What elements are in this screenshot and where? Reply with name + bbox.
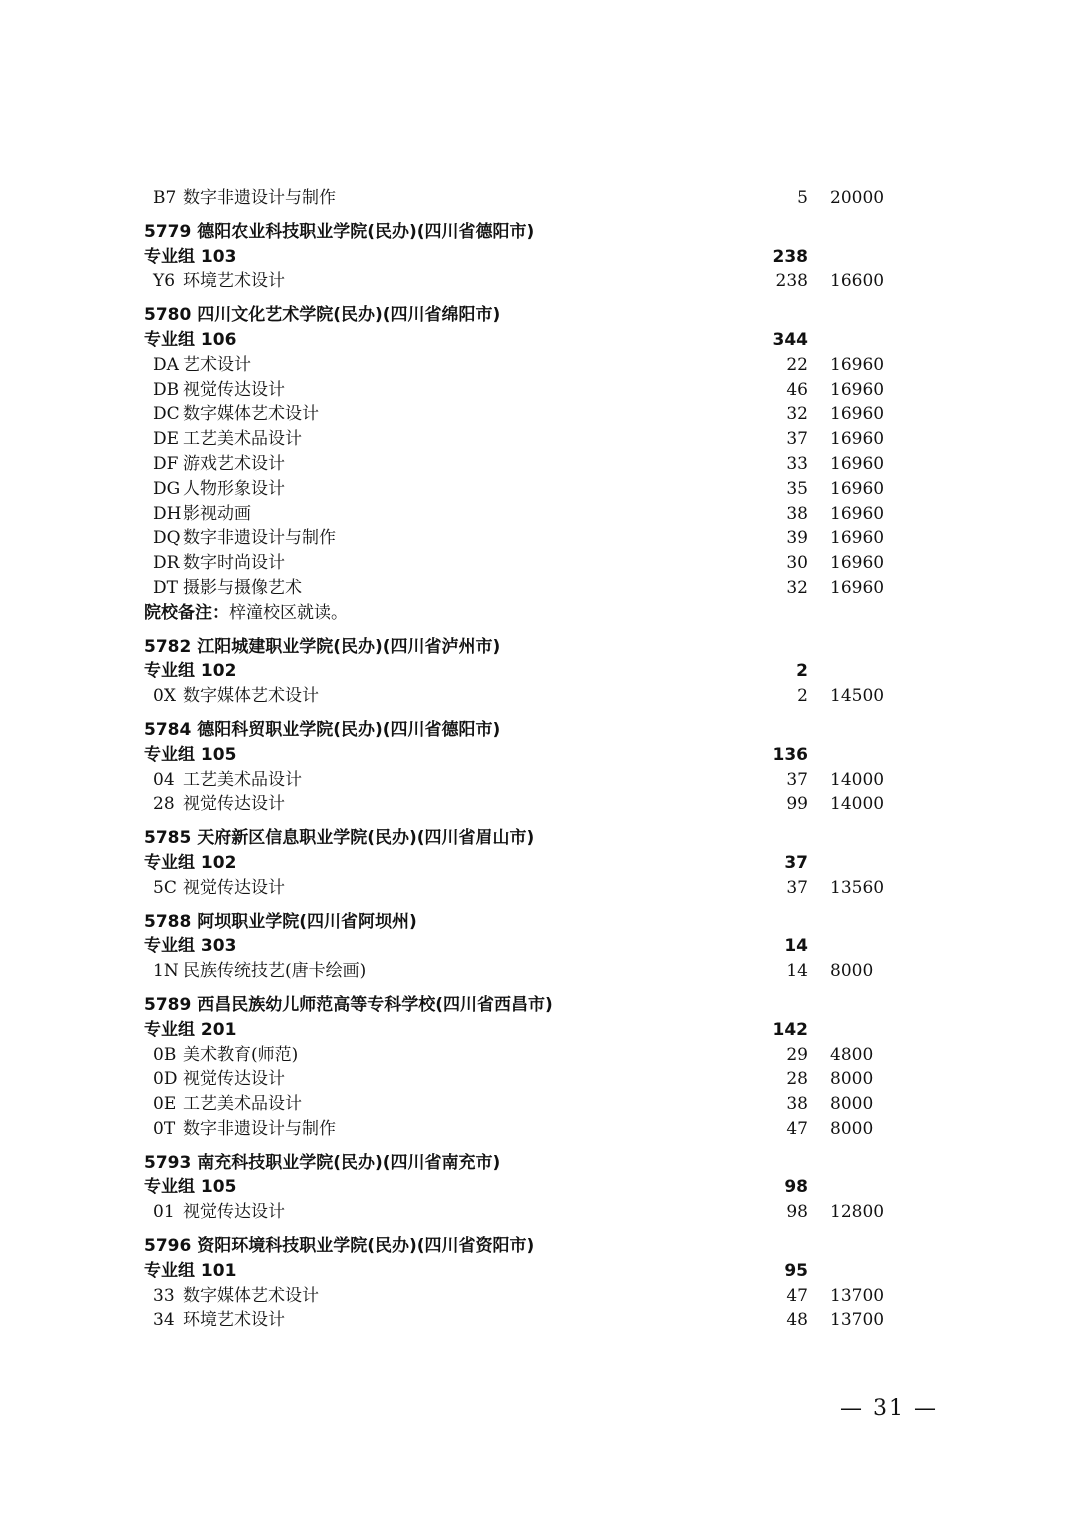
school-name: 5793 南充科技职业学院(民办)(四川省南充市)	[144, 1152, 501, 1173]
major-name: 工艺美术品设计	[183, 1094, 302, 1115]
major-name: 数字媒体艺术设计	[183, 686, 319, 707]
major-plan-count: 5	[797, 188, 808, 208]
major-code: 0X	[153, 686, 176, 707]
group-total: 14	[784, 936, 808, 957]
school-header	[0, 1234, 1080, 1259]
major-plan-count: 98	[786, 1202, 808, 1223]
major-name: 游戏艺术设计	[183, 453, 285, 474]
major-name: 数字非遗设计与制作	[183, 1118, 336, 1139]
major-tuition: 8000	[830, 1094, 874, 1115]
major-label	[153, 1043, 298, 1068]
major-tuition: 4800	[830, 1044, 874, 1065]
group-total: 37	[784, 852, 808, 873]
major-code: DE	[153, 429, 180, 450]
major-plan-count: 35	[786, 478, 808, 499]
major-tuition: 16960	[830, 478, 885, 499]
group-total: 95	[784, 1260, 808, 1281]
group-label: 专业组 102	[144, 661, 237, 682]
school-remark	[0, 601, 1080, 626]
major-tuition: 13700	[830, 1310, 885, 1331]
major-plan-count: 38	[786, 503, 808, 524]
major-row	[0, 186, 1080, 211]
major-plan-count: 39	[786, 528, 808, 549]
major-code: DT	[153, 577, 178, 598]
major-code: DC	[153, 404, 180, 425]
major-label	[153, 1308, 285, 1333]
major-name: 摄影与摄像艺术	[183, 577, 302, 598]
major-tuition: 13560	[830, 877, 885, 898]
major-code: 1N	[153, 961, 179, 982]
major-label	[153, 477, 285, 502]
major-name: 工艺美术品设计	[183, 769, 302, 790]
school-header	[0, 718, 1080, 743]
major-plan-count: 30	[786, 553, 808, 574]
major-label	[153, 876, 285, 901]
major-row	[0, 353, 1080, 378]
major-tuition: 16960	[830, 553, 885, 574]
major-name: 数字媒体艺术设计	[183, 404, 319, 425]
major-name: 影视动画	[183, 503, 251, 524]
major-name: 艺术设计	[183, 354, 251, 375]
major-plan-count: 14	[786, 961, 808, 982]
enrollment-plan-list	[0, 186, 1080, 1333]
major-plan-count: 32	[786, 404, 808, 425]
major-row	[0, 1200, 1080, 1225]
major-name: 美术教育(师范)	[183, 1044, 299, 1065]
major-tuition: 16960	[830, 453, 885, 474]
major-code: DF	[153, 453, 179, 474]
major-plan-count: 47	[786, 1285, 808, 1306]
group-row	[0, 659, 1080, 684]
major-name: 视觉传达设计	[183, 1202, 285, 1223]
major-label	[153, 186, 336, 211]
school-name: 5789 西昌民族幼儿师范高等专科学校(四川省西昌市)	[144, 994, 553, 1015]
remark-line	[144, 601, 348, 626]
major-label	[153, 768, 302, 793]
major-code: Y6	[153, 271, 176, 292]
major-tuition: 13700	[830, 1285, 885, 1306]
major-code: DH	[153, 503, 182, 524]
major-tuition: 8000	[830, 1118, 874, 1139]
major-name: 视觉传达设计	[183, 877, 285, 898]
major-code: 5C	[153, 877, 177, 898]
major-code: 0T	[153, 1118, 176, 1139]
major-code: DR	[153, 553, 180, 574]
major-label	[153, 427, 302, 452]
major-code: 0B	[153, 1044, 177, 1065]
major-label	[153, 576, 302, 601]
group-row	[0, 1175, 1080, 1200]
major-label	[153, 684, 319, 709]
school-name: 5788 阿坝职业学院(四川省阿坝州)	[144, 911, 417, 932]
major-plan-count: 48	[786, 1310, 808, 1331]
major-label	[153, 378, 285, 403]
major-row	[0, 1117, 1080, 1142]
major-name: 数字非遗设计与制作	[183, 188, 336, 208]
group-label: 专业组 101	[144, 1260, 237, 1281]
major-row	[0, 768, 1080, 793]
major-row	[0, 1043, 1080, 1068]
group-total: 136	[772, 744, 808, 765]
major-plan-count: 22	[786, 354, 808, 375]
major-row	[0, 526, 1080, 551]
group-label: 专业组 303	[144, 936, 237, 957]
major-label	[153, 551, 285, 576]
major-tuition: 16600	[830, 271, 885, 292]
major-code: DQ	[153, 528, 181, 549]
major-code: 0E	[153, 1094, 177, 1115]
major-name: 环境艺术设计	[183, 271, 285, 292]
major-code: DB	[153, 379, 180, 400]
school-header	[0, 826, 1080, 851]
major-plan-count: 29	[786, 1044, 808, 1065]
major-tuition: 16960	[830, 379, 885, 400]
major-plan-count: 2	[797, 686, 808, 707]
major-plan-count: 32	[786, 577, 808, 598]
major-name: 数字非遗设计与制作	[183, 528, 336, 549]
major-tuition: 8000	[830, 961, 874, 982]
major-label	[153, 792, 285, 817]
major-name: 视觉传达设计	[183, 379, 285, 400]
major-tuition: 12800	[830, 1202, 885, 1223]
major-label	[153, 353, 251, 378]
major-name: 环境艺术设计	[183, 1310, 285, 1331]
school-name: 5780 四川文化艺术学院(民办)(四川省绵阳市)	[144, 305, 501, 326]
major-plan-count: 99	[786, 794, 808, 815]
major-label	[153, 1067, 285, 1092]
group-label: 专业组 103	[144, 246, 237, 267]
major-row	[0, 502, 1080, 527]
major-code: 28	[153, 794, 175, 815]
major-label	[153, 502, 251, 527]
major-label	[153, 1117, 336, 1142]
major-code: B7	[153, 188, 177, 208]
major-label	[153, 959, 366, 984]
major-code: 34	[153, 1310, 175, 1331]
page-number: — 31 —	[840, 1396, 938, 1421]
major-row	[0, 551, 1080, 576]
group-row	[0, 328, 1080, 353]
group-total: 98	[784, 1177, 808, 1198]
school-header	[0, 910, 1080, 935]
major-label	[153, 526, 336, 551]
major-tuition: 16960	[830, 404, 885, 425]
major-code: 33	[153, 1285, 175, 1306]
group-total: 142	[772, 1019, 808, 1040]
major-plan-count: 37	[786, 877, 808, 898]
group-label: 专业组 105	[144, 1177, 237, 1198]
major-row	[0, 876, 1080, 901]
school-name: 5784 德阳科贸职业学院(民办)(四川省德阳市)	[144, 719, 501, 740]
major-plan-count: 33	[786, 453, 808, 474]
major-name: 数字时尚设计	[183, 553, 285, 574]
school-name: 5782 江阳城建职业学院(民办)(四川省泸州市)	[144, 636, 501, 657]
major-row	[0, 452, 1080, 477]
major-plan-count: 46	[786, 379, 808, 400]
major-name: 视觉传达设计	[183, 1069, 285, 1090]
major-name: 民族传统技艺(唐卡绘画)	[183, 961, 367, 982]
major-label	[153, 1092, 302, 1117]
major-tuition: 16960	[830, 354, 885, 375]
major-tuition: 16960	[830, 429, 885, 450]
major-label	[153, 402, 319, 427]
major-plan-count: 38	[786, 1094, 808, 1115]
school-header	[0, 220, 1080, 245]
group-label: 专业组 106	[144, 329, 237, 350]
major-tuition: 20000	[830, 188, 885, 208]
major-code: 01	[153, 1202, 175, 1223]
school-header	[0, 635, 1080, 660]
major-row	[0, 477, 1080, 502]
group-label: 专业组 201	[144, 1019, 237, 1040]
major-row	[0, 576, 1080, 601]
group-row	[0, 934, 1080, 959]
major-label	[153, 452, 285, 477]
major-row	[0, 1308, 1080, 1333]
major-tuition: 14000	[830, 769, 885, 790]
major-row	[0, 378, 1080, 403]
major-tuition: 8000	[830, 1069, 874, 1090]
major-label	[153, 1284, 319, 1309]
group-row	[0, 851, 1080, 876]
group-label: 专业组 105	[144, 744, 237, 765]
group-row	[0, 1018, 1080, 1043]
school-name: 5785 天府新区信息职业学院(民办)(四川省眉山市)	[144, 828, 535, 849]
major-plan-count: 37	[786, 429, 808, 450]
major-name: 视觉传达设计	[183, 794, 285, 815]
major-label	[153, 269, 285, 294]
major-tuition: 16960	[830, 577, 885, 598]
group-row	[0, 743, 1080, 768]
major-plan-count: 28	[786, 1069, 808, 1090]
major-plan-count: 47	[786, 1118, 808, 1139]
major-tuition: 14500	[830, 686, 885, 707]
group-row	[0, 245, 1080, 270]
major-name: 工艺美术品设计	[183, 429, 302, 450]
school-header	[0, 993, 1080, 1018]
major-plan-count: 37	[786, 769, 808, 790]
group-total: 344	[772, 329, 808, 350]
major-row	[0, 269, 1080, 294]
major-row	[0, 427, 1080, 452]
remark-text: 梓潼校区就读。	[229, 602, 348, 623]
remark-label: 院校备注：	[144, 602, 229, 623]
major-row	[0, 959, 1080, 984]
school-header	[0, 303, 1080, 328]
major-row	[0, 1092, 1080, 1117]
major-row	[0, 402, 1080, 427]
group-row	[0, 1259, 1080, 1284]
major-name: 数字媒体艺术设计	[183, 1285, 319, 1306]
school-header	[0, 1151, 1080, 1176]
group-total: 238	[772, 246, 808, 267]
major-name: 人物形象设计	[183, 478, 285, 499]
major-row	[0, 1067, 1080, 1092]
major-row	[0, 684, 1080, 709]
major-tuition: 16960	[830, 503, 885, 524]
group-total: 2	[796, 661, 808, 682]
major-row	[0, 1284, 1080, 1309]
major-row	[0, 792, 1080, 817]
school-name: 5779 德阳农业科技职业学院(民办)(四川省德阳市)	[144, 221, 535, 242]
group-label: 专业组 102	[144, 852, 237, 873]
major-plan-count: 238	[775, 271, 808, 292]
school-name: 5796 资阳环境科技职业学院(民办)(四川省资阳市)	[144, 1236, 535, 1257]
major-code: DA	[153, 354, 179, 375]
major-label	[153, 1200, 285, 1225]
major-code: 0D	[153, 1069, 178, 1090]
major-tuition: 16960	[830, 528, 885, 549]
major-code: DG	[153, 478, 181, 499]
major-tuition: 14000	[830, 794, 885, 815]
major-code: 04	[153, 769, 175, 790]
